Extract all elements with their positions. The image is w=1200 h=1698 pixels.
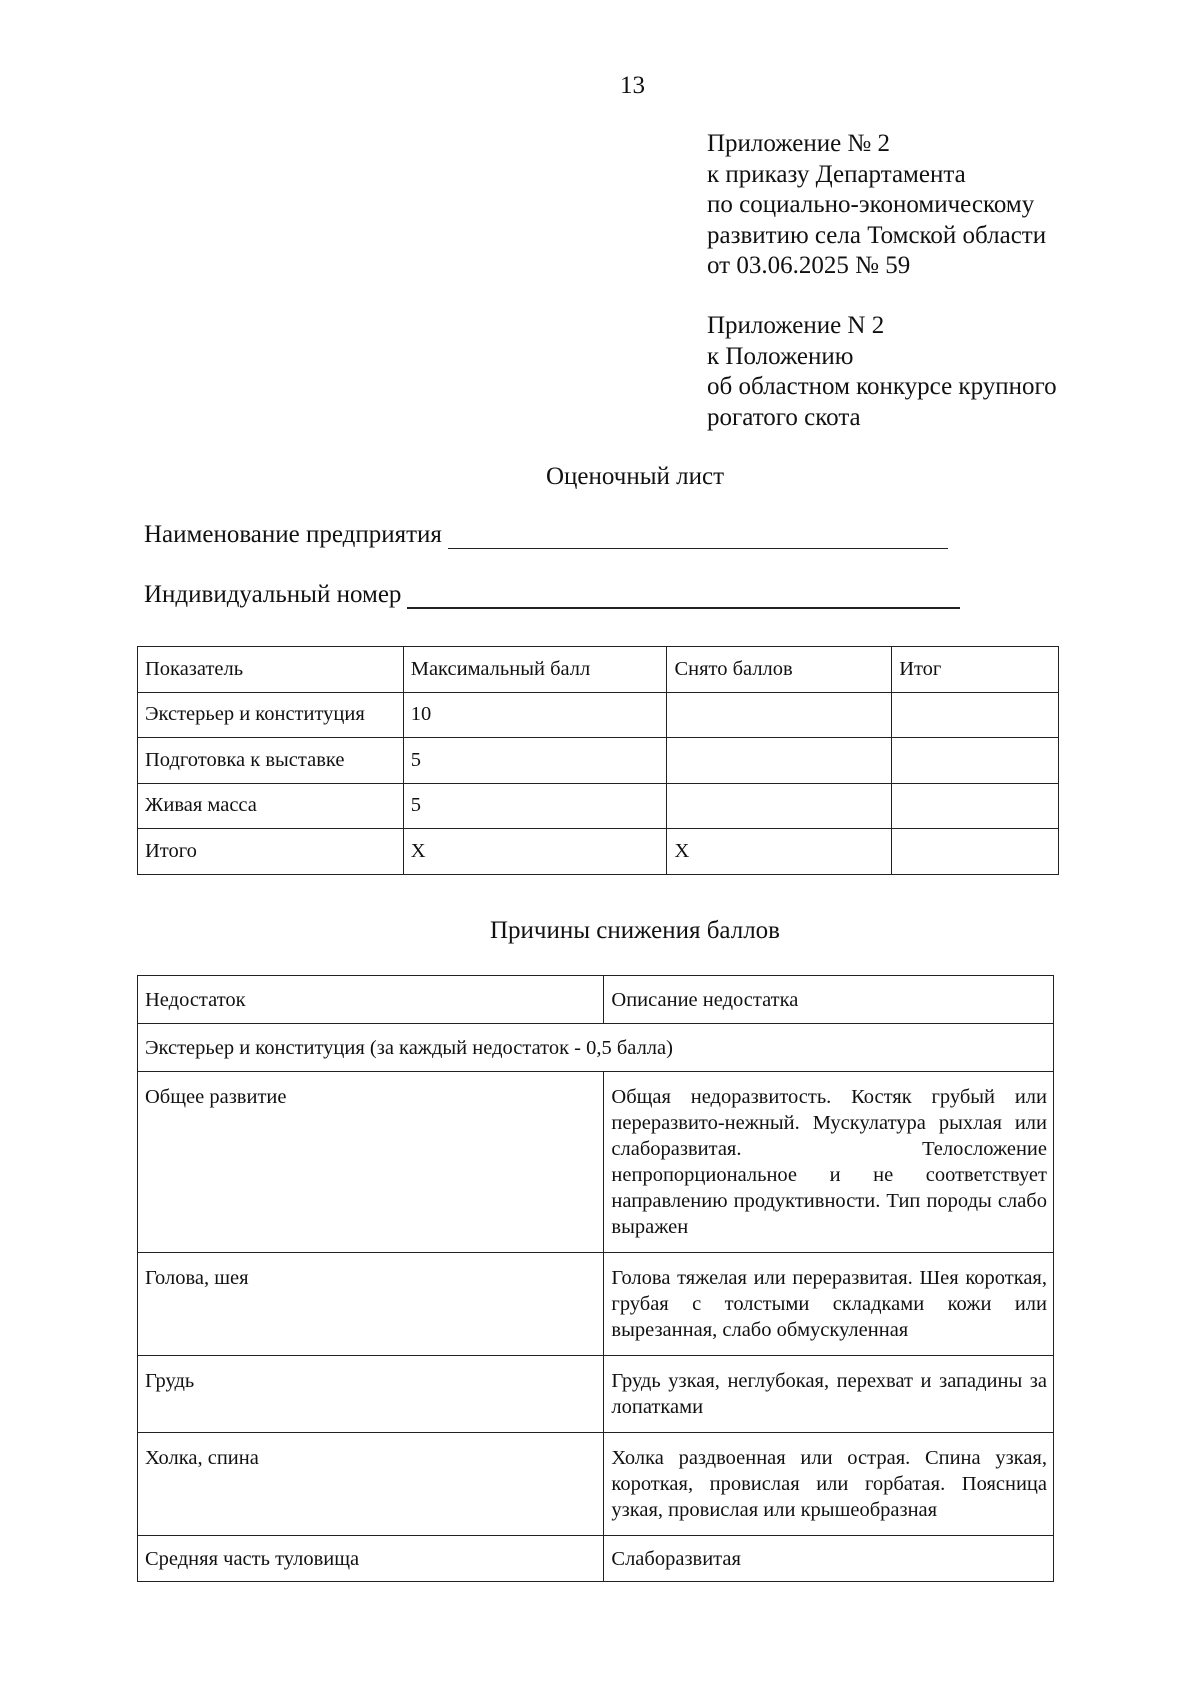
defect-cell: Холка, спина <box>138 1433 604 1536</box>
table-row <box>138 692 1059 738</box>
appendix-regulation-line: к Положению <box>707 342 854 370</box>
indicator-cell: Итого <box>138 829 404 875</box>
table-row <box>138 1072 1054 1253</box>
appendix-regulation-block <box>707 311 1057 433</box>
header-cell: Итог <box>892 647 1059 693</box>
max-score-cell: 5 <box>403 738 667 784</box>
appendix-regulation-line: Приложение N 2 <box>707 312 885 339</box>
indicator-cell: Подготовка к выставке <box>138 738 404 784</box>
table-row <box>138 829 1059 875</box>
reasons-table <box>137 975 1054 1582</box>
table-row <box>138 1356 1054 1433</box>
table-row <box>138 1433 1054 1536</box>
defect-cell: Общее развитие <box>138 1072 604 1253</box>
max-score-cell: 10 <box>403 692 667 738</box>
total-cell <box>892 738 1059 784</box>
appendix-order-line: развитию села Томской области <box>707 221 1047 249</box>
enterprise-blank-line <box>448 522 948 549</box>
reasons-table-header <box>138 976 1054 1024</box>
score-table-header <box>138 647 1059 693</box>
deducted-cell <box>667 738 892 784</box>
table-row <box>138 783 1059 829</box>
appendix-order-line: по социально-экономическому <box>707 191 1035 218</box>
id-number-label: Индивидуальный номер <box>144 581 402 608</box>
header-cell: Снято баллов <box>667 647 892 693</box>
deducted-cell: X <box>667 829 892 875</box>
header-cell: Максимальный балл <box>403 647 667 693</box>
appendix-order-line: Приложение № 2 <box>707 130 891 157</box>
header-cell: Недостаток <box>138 976 604 1024</box>
total-cell <box>892 783 1059 829</box>
appendix-order-line: к приказу Департамента <box>707 160 966 188</box>
header-cell: Описание недостатка <box>604 976 1054 1024</box>
reasons-title: Причины снижения баллов <box>489 917 780 944</box>
defect-description-cell: Слаборазвитая <box>604 1536 1054 1582</box>
appendix-order-block <box>707 129 1046 282</box>
defect-description-cell: Общая недоразвитость. Костяк грубый или переразвито-нежный. Мускулатура рыхлая или слаборазвитая. Телосложение непропорциональное и не соответствует направлению продуктивности. Тип породы слабо выражен <box>604 1072 1054 1253</box>
defect-cell: Средняя часть туловища <box>138 1536 604 1582</box>
deducted-cell <box>667 783 892 829</box>
defect-description-cell: Грудь узкая, неглубокая, перехват и западины за лопатками <box>604 1356 1054 1433</box>
defect-description-cell: Холка раздвоенная или острая. Спина узкая, короткая, провислая или горбатая. Поясница узкая, провислая или крышеобразная <box>604 1433 1054 1536</box>
id-number-field <box>144 581 960 609</box>
defect-description-cell: Голова тяжелая или переразвитая. Шея короткая, грубая с толстыми складками кожи или вырезанная, слабо обмускуленная <box>604 1253 1054 1356</box>
group-row <box>138 1024 1054 1072</box>
enterprise-field <box>144 521 948 549</box>
id-number-blank-line <box>407 581 960 609</box>
max-score-cell: X <box>403 829 667 875</box>
appendix-regulation-line: рогатого скота <box>707 403 861 431</box>
document-title: Оценочный лист <box>545 463 724 490</box>
appendix-regulation-line: об областном конкурсе крупного <box>707 373 1057 400</box>
deducted-cell <box>667 692 892 738</box>
table-row <box>138 1536 1054 1582</box>
page-number: 13 <box>620 72 645 99</box>
table-row <box>138 738 1059 784</box>
total-cell <box>892 829 1059 875</box>
score-table <box>137 646 1059 875</box>
defect-cell: Грудь <box>138 1356 604 1433</box>
appendix-order-line: от 03.06.2025 № 59 <box>707 252 911 279</box>
total-cell <box>892 692 1059 738</box>
group-cell: Экстерьер и конституция (за каждый недостаток - 0,5 балла) <box>138 1024 1054 1072</box>
header-cell: Показатель <box>138 647 404 693</box>
max-score-cell: 5 <box>403 783 667 829</box>
indicator-cell: Живая масса <box>138 783 404 829</box>
enterprise-label: Наименование предприятия <box>144 521 442 548</box>
indicator-cell: Экстерьер и конституция <box>138 692 404 738</box>
defect-cell: Голова, шея <box>138 1253 604 1356</box>
table-row <box>138 1253 1054 1356</box>
